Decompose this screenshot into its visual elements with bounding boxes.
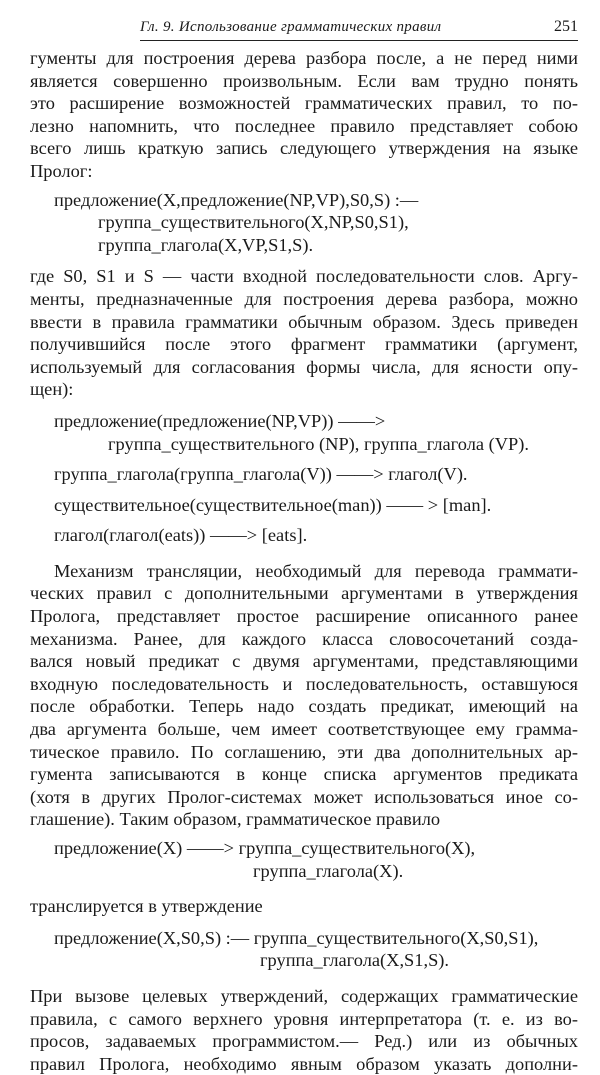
code-line: группа_глагола(X,VP,S1,S). — [98, 234, 314, 255]
running-header — [140, 18, 578, 41]
text-line: Пролог: — [30, 160, 93, 181]
text-line: просов, задаваемых программистом.— Ред.) или из обычных — [30, 1031, 578, 1052]
text-line: Пролога, представляет простое расширение описанного ранее — [30, 606, 578, 627]
code-line: предложение(X,предложение(NP,VP),S0,S) :— — [54, 189, 419, 210]
grammar-rule-2: группа_глагола(группа_глагола(V)) ——> глагол(V). — [54, 464, 468, 485]
text-line: используемый для согласования формы числа, для ясности опу- — [30, 356, 578, 377]
text-line: менты, предназначенные для построения дерева разбора, можно — [30, 288, 578, 309]
text-line: это расширение возможностей грамматических правил, то по- — [30, 93, 578, 114]
text-line: Механизм трансляции, необходимый для перевода граммати- — [54, 560, 578, 581]
grammar-rule-4: глагол(глагол(eats)) ——> [eats]. — [54, 525, 308, 546]
text-line: гументы для построения дерева разбора после, а не перед ними — [30, 48, 578, 68]
text-line: (хотя в других Пролог-системах может использоваться иное со- — [30, 786, 578, 807]
text-line: правил Пролога, необходимо явным образом указать дополни- — [30, 1053, 578, 1074]
code-line: группа_глагола(X). — [253, 860, 404, 881]
paragraph-3 — [30, 560, 578, 831]
code-line: предложение(X,S0,S) :— группа_существительного(X,S0,S1), — [54, 927, 539, 948]
grammar-rule-1-continuation: группа_существительного (NP), группа_глагола (VP). — [108, 433, 529, 454]
code-line: предложение(X) ——> группа_существительного(X), — [54, 838, 476, 858]
paragraph-1 — [30, 47, 578, 183]
paragraph-5 — [30, 985, 578, 1075]
text-line: вался новый предикат с двумя аргументами, представляющими — [30, 651, 578, 672]
code-block-3 — [30, 927, 578, 972]
text-line: два аргумента больше, чем имеет соответствующее ему грамма- — [30, 719, 578, 740]
text-line: щен): — [30, 379, 74, 400]
text-line: глашение). Таким образом, грамматическое правило — [30, 809, 441, 830]
text-line: получившийся после этого фрагмент грамматики (аргумент, — [30, 334, 578, 355]
text-line: является совершенно произвольным. Если вам трудно понять — [30, 70, 578, 91]
text-line: после обработки. Теперь надо создать предикат, имеющий на — [30, 696, 578, 717]
book-page — [30, 18, 578, 1075]
text-line: При вызове целевых утверждений, содержащих грамматические — [30, 985, 578, 1006]
paragraph-4: транслируется в утверждение — [30, 896, 263, 917]
code-line: группа_существительного(X,NP,S0,S1), — [98, 212, 409, 233]
code-block-1 — [30, 189, 578, 257]
grammar-rule-1: предложение(предложение(NP,VP)) ——> — [54, 410, 386, 431]
text-line: входную последовательность и последовательность, оставшуюся — [30, 673, 578, 694]
grammar-rule-3: существительное(существительное(man)) —— > [man]. — [54, 494, 492, 515]
code-line: группа_глагола(X,S1,S). — [260, 950, 450, 971]
paragraph-2 — [30, 265, 578, 401]
text-line: ввести в правила грамматики обычным образом. Здесь приведен — [30, 311, 578, 332]
page-number: 251 — [554, 18, 578, 35]
code-block-2 — [30, 837, 578, 882]
grammar-rules — [30, 410, 578, 547]
text-line: всего лишь краткую запись следующего утверждения на языке — [30, 138, 578, 159]
chapter-title: Гл. 9. Использование грамматических правил — [140, 19, 442, 35]
text-line: ческих правил с дополнительными аргументами в утверждения — [30, 583, 578, 604]
text-line: тическое правило. По соглашению, эти два дополнительных ар- — [30, 741, 578, 762]
text-line: механизма. Ранее, для каждого класса словосочетаний созда- — [30, 628, 578, 649]
text-line: где S0, S1 и S — части входной последовательности слов. Аргу- — [30, 266, 578, 287]
text-line: лезно напомнить, что последнее правило представляет собою — [30, 115, 578, 136]
text-line: гумента записываются в конце списка аргументов предиката — [30, 764, 578, 785]
text-line: правила, с самого верхнего уровня интерпретатора (т. е. из во- — [30, 1008, 578, 1029]
